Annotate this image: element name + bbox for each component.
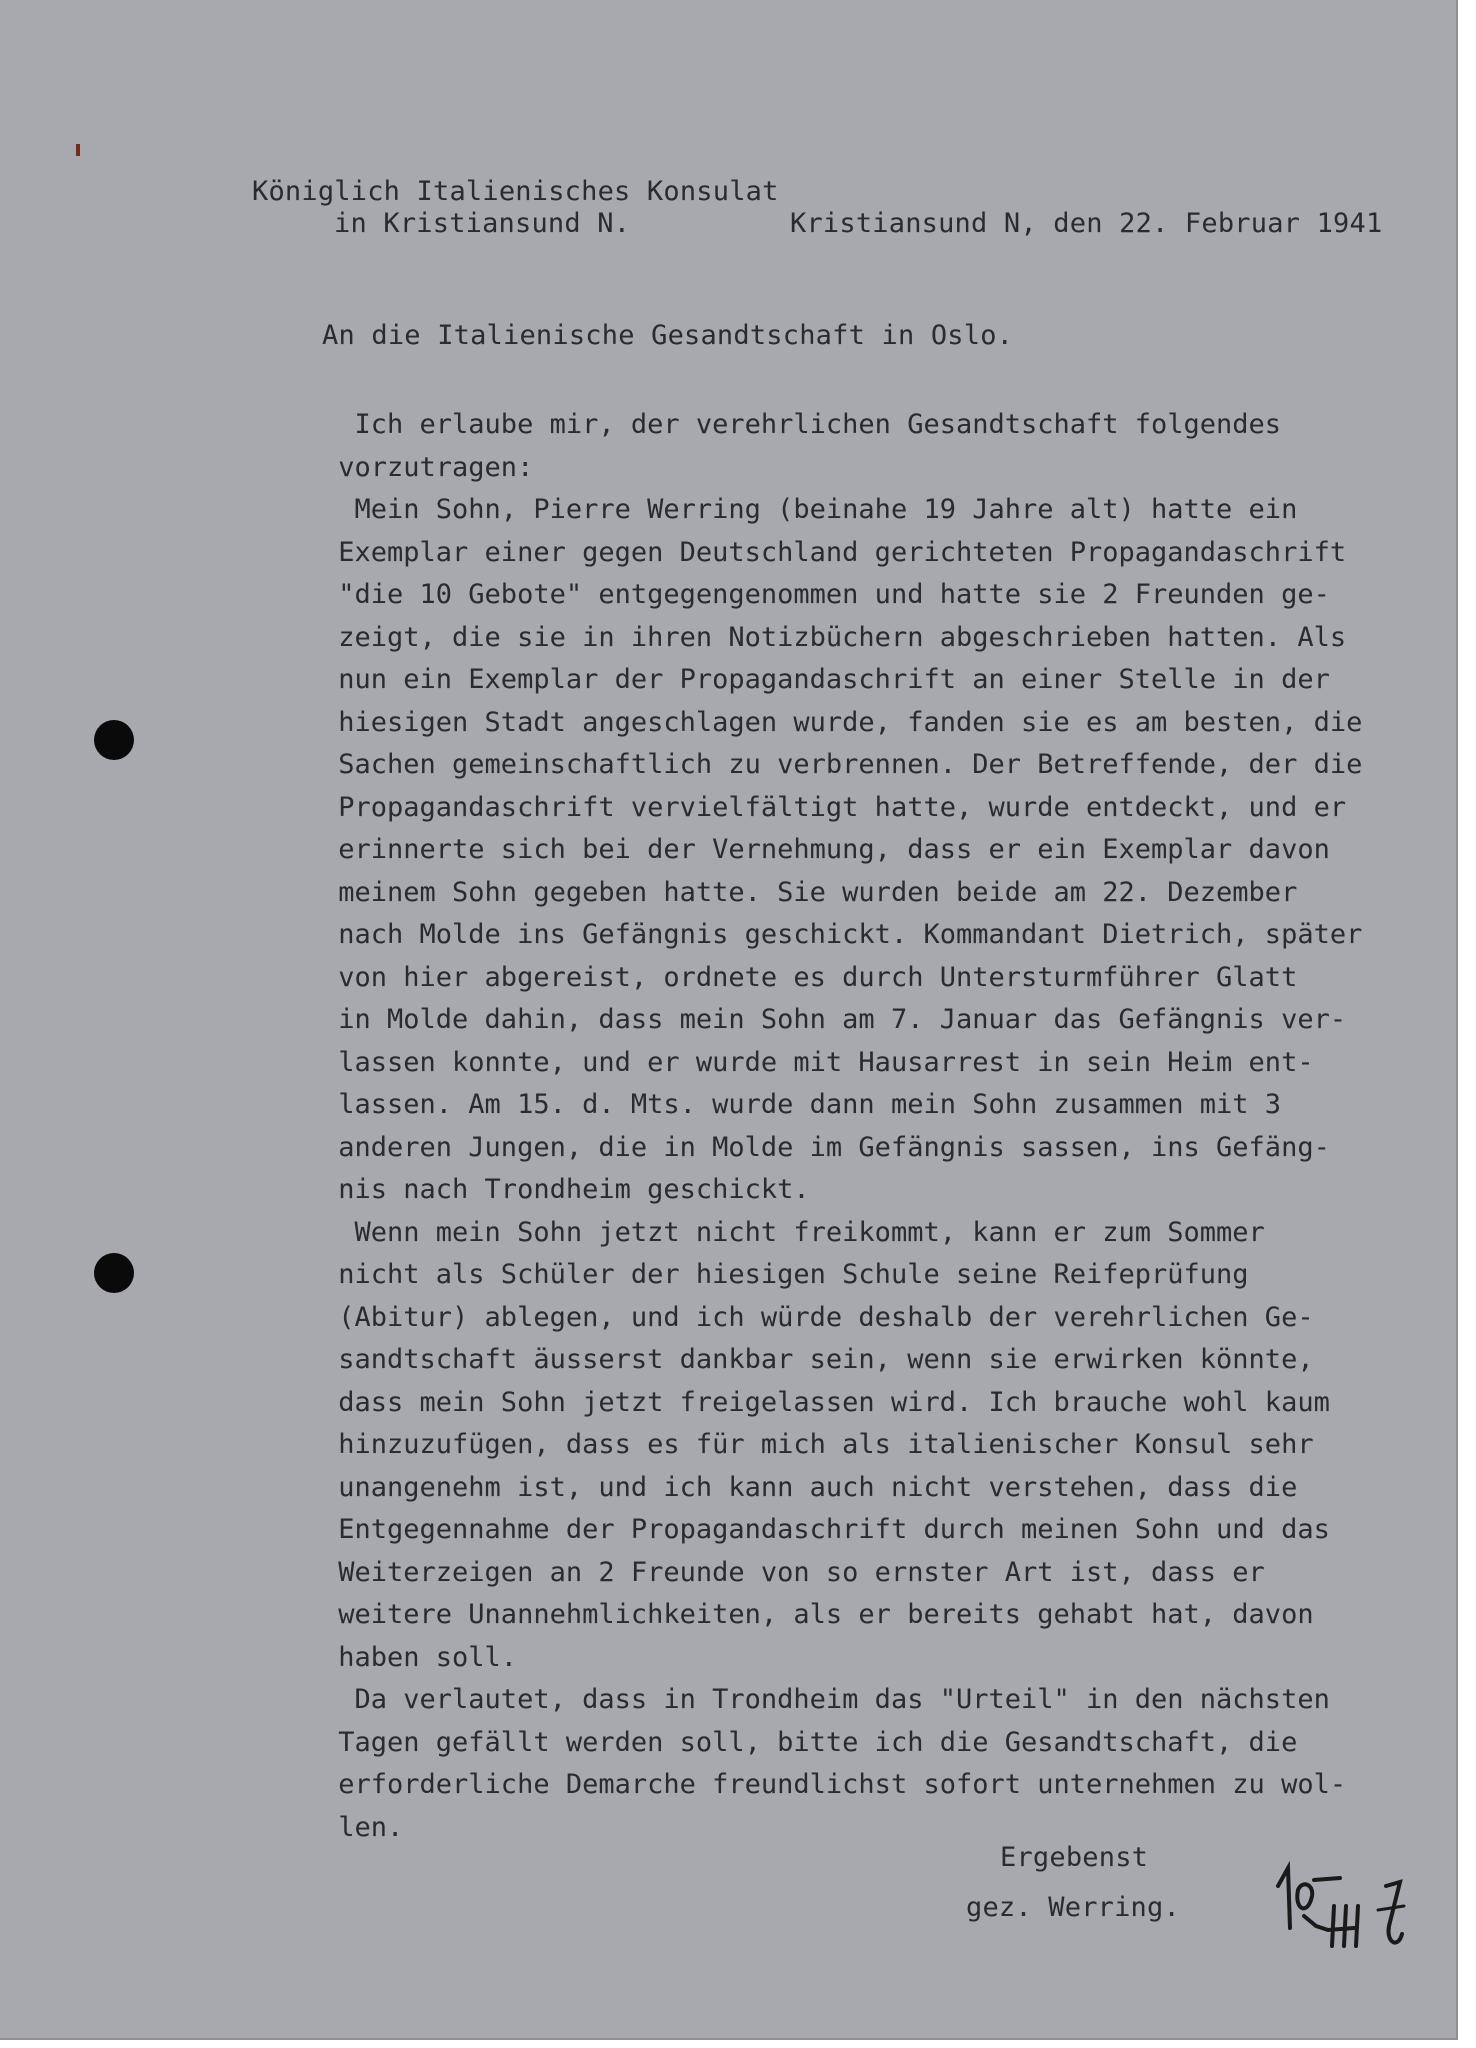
- body-line: nach Molde ins Gefängnis geschickt. Kommandant Dietrich, später: [322, 919, 1363, 950]
- body-line: erinnerte sich bei der Vernehmung, dass er ein Exemplar davon: [322, 834, 1330, 865]
- body-line: hiesigen Stadt angeschlagen wurde, fanden sie es am besten, die: [322, 706, 1363, 738]
- letter-body: [322, 404, 1422, 1849]
- body-line: Wenn mein Sohn jetzt nicht freikommt, kann er zum Sommer: [322, 1216, 1265, 1248]
- body-line: len.: [322, 1811, 404, 1843]
- punch-hole-top: [94, 720, 134, 760]
- signature: gez. Werring.: [966, 1892, 1180, 1923]
- body-line: in Molde dahin, dass mein Sohn am 7. Januar das Gefängnis ver-: [322, 1004, 1347, 1035]
- body-line: lassen konnte, und er wurde mit Hausarrest in sein Heim ent-: [322, 1046, 1314, 1078]
- addressee: An die Italienische Gesandtschaft in Oslo.: [322, 320, 1014, 351]
- body-line: "die 10 Gebote" entgegengenommen und hatte sie 2 Freunden ge-: [322, 579, 1330, 610]
- body-line: dass mein Sohn jetzt freigelassen wird. Ich brauche wohl kaum: [322, 1386, 1330, 1418]
- body-line: vorzutragen:: [322, 451, 534, 483]
- sender-line-1: Königlich Italienisches Konsulat: [252, 176, 779, 207]
- body-line: unangenehm ist, und ich kann auch nicht verstehen, dass die: [322, 1471, 1298, 1503]
- body-line: weitere Unannehmlichkeiten, als er bereits gehabt hat, davon: [322, 1599, 1314, 1630]
- sender-line-2: in Kristiansund N.: [334, 208, 631, 239]
- body-line: meinem Sohn gegeben hatte. Sie wurden beide am 22. Dezember: [322, 876, 1298, 908]
- body-line: zeigt, die sie in ihren Notizbüchern abgeschrieben hatten. Als: [322, 621, 1347, 653]
- body-line: Mein Sohn, Pierre Werring (beinahe 19 Jahre alt) hatte ein: [322, 494, 1298, 525]
- body-line: nicht als Schüler der hiesigen Schule seine Reifeprüfung: [322, 1259, 1249, 1290]
- handwritten-stroke: [1332, 1906, 1358, 1946]
- body-line: Tagen gefällt werden soll, bitte ich die Gesandtschaft, die: [322, 1726, 1298, 1758]
- body-line: Entgegennahme der Propagandaschrift durch meinen Sohn und das: [322, 1514, 1330, 1545]
- body-line: sandtschaft äusserst dankbar sein, wenn sie erwirken könnte,: [322, 1344, 1314, 1375]
- handwritten-stroke: [1297, 1884, 1312, 1908]
- body-line: Propagandaschrift vervielfältigt hatte, wurde entdeckt, und er: [322, 791, 1347, 823]
- body-line: (Abitur) ablegen, und ich würde deshalb der verehrlichen Ge-: [322, 1301, 1314, 1333]
- handwritten-stroke: [1378, 1906, 1404, 1910]
- handwritten-stroke: [1278, 1868, 1290, 1928]
- body-line: Sachen gemeinschaftlich zu verbrennen. Der Betreffende, der die: [322, 749, 1363, 780]
- body-line: erforderliche Demarche freundlichst sofort unternehmen zu wol-: [322, 1769, 1347, 1800]
- body-line: Weiterzeigen an 2 Freunde von so ernster Art ist, dass er: [322, 1556, 1265, 1588]
- body-line: haben soll.: [322, 1641, 518, 1673]
- body-line: Exemplar einer gegen Deutschland gerichteten Propagandaschrift: [322, 536, 1347, 568]
- body-line: lassen. Am 15. d. Mts. wurde dann mein Sohn zusammen mit 3: [322, 1089, 1282, 1120]
- closing: Ergebenst: [1000, 1842, 1149, 1873]
- edge-mark: [76, 144, 80, 156]
- body-line: Ich erlaube mir, der verehrlichen Gesandtschaft folgendes: [322, 409, 1282, 440]
- body-line: nis nach Trondheim geschickt.: [322, 1174, 810, 1205]
- handwritten-note: [1268, 1850, 1428, 1960]
- body-line: hinzuzufügen, dass es für mich als italienischer Konsul sehr: [322, 1429, 1314, 1460]
- date-line: Kristiansund N, den 22. Februar 1941: [790, 208, 1383, 239]
- body-line: nun ein Exemplar der Propagandaschrift an einer Stelle in der: [322, 664, 1330, 695]
- body-line: Da verlautet, dass in Trondheim das "Urteil" in den nächsten: [322, 1684, 1330, 1715]
- punch-hole-bottom: [94, 1253, 134, 1293]
- handwritten-stroke: [1314, 1878, 1340, 1880]
- handwritten-stroke: [1386, 1882, 1402, 1943]
- body-line: anderen Jungen, die in Molde im Gefängnis sassen, ins Gefäng-: [322, 1131, 1330, 1163]
- body-line: von hier abgereist, ordnete es durch Untersturmführer Glatt: [322, 961, 1298, 993]
